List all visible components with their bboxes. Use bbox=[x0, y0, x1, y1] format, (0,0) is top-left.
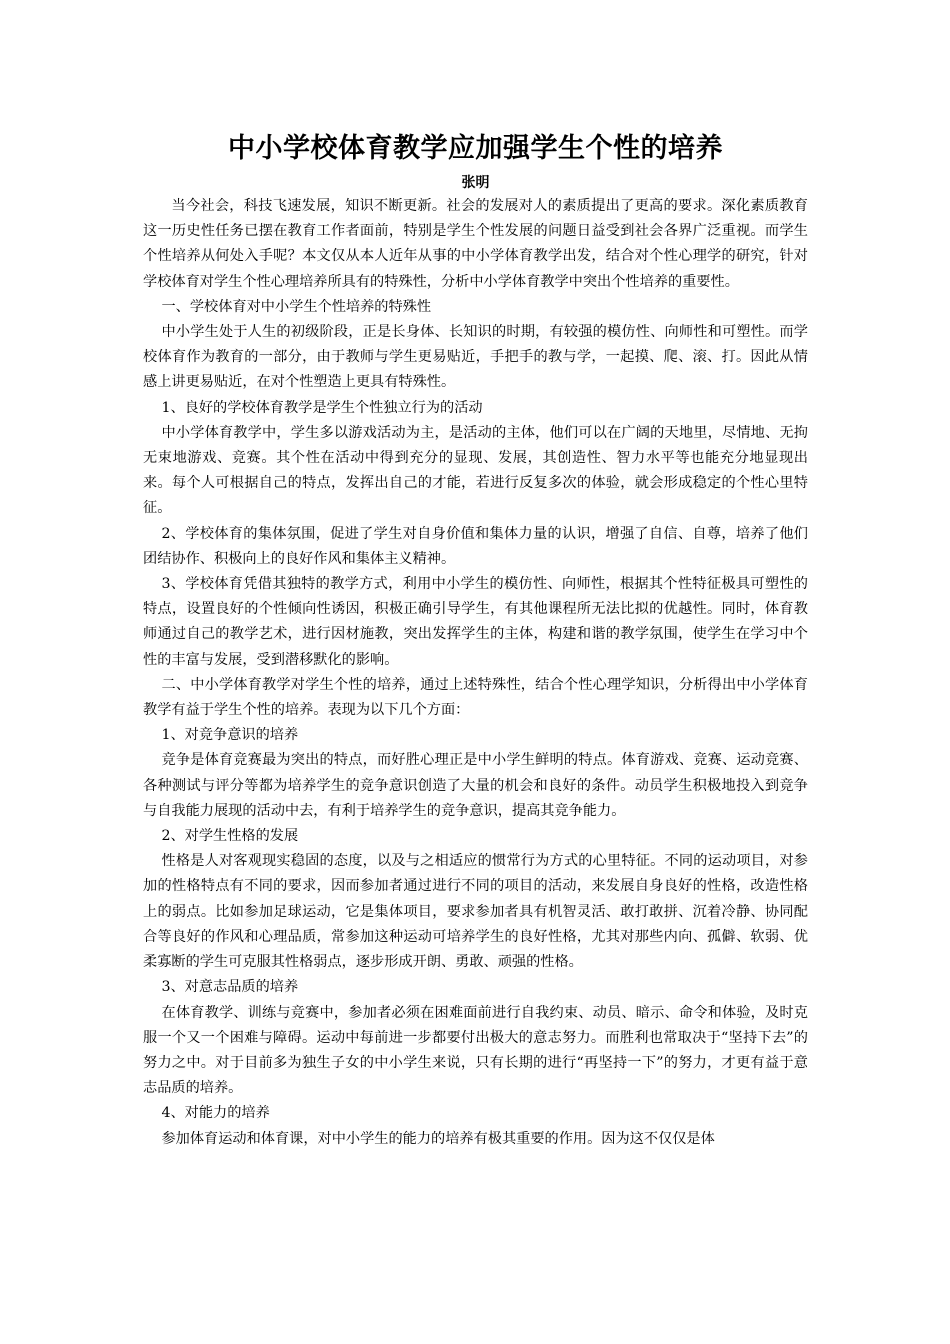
body-paragraph: 中小学体育教学中，学生多以游戏活动为主，是活动的主体，他们可以在广阔的天地里，尽情地、无拘无束地游戏、竞赛。其个性在活动中得到充分的显现、发展，其创造性、智力水平等也能充分地显现出来。每个人可根据自己的特点，发挥出自己的才能，若进行反复多次的体验，就会形成稳定的个性心里特征。 bbox=[143, 424, 808, 517]
section-heading: 1、良好的学校体育教学是学生个性独立行为的活动 bbox=[161, 399, 483, 416]
document-body bbox=[143, 194, 808, 1152]
body-paragraph: 3、学校体育凭借其独特的教学方式，利用中小学生的模仿性、向师性，根据其个性特征极具可塑性的特点，设置良好的个性倾向性诱因，积极正确引导学生，有其他课程所无法比拟的优越性。同时，体育教师通过自己的教学艺术，进行因材施教，突出发挥学生的主体，构建和谐的教学氛围，使学生在学习中个性的丰富与发展，受到潜移默化的影响。 bbox=[143, 576, 808, 668]
section-heading: 一、学校体育对中小学生个性培养的特殊性 bbox=[161, 298, 432, 315]
body-paragraph: 2、学校体育的集体氛围，促进了学生对自身价值和集体力量的认识，增强了自信、自尊，培养了他们团结协作、积极向上的良好作风和集体主义精神。 bbox=[143, 525, 808, 567]
document-page bbox=[143, 128, 808, 1152]
document-title: 中小学校体育教学应加强学生个性的培养 bbox=[228, 133, 723, 164]
body-paragraph: 竞争是体育竞赛最为突出的特点，而好胜心理正是中小学生鲜明的特点。体育游戏、竞赛、运动竞赛、各种测试与评分等都为培养学生的竞争意识创造了大量的机会和良好的条件。动员学生积极地投入到竞争与自我能力展现的活动中去，有利于培养学生的竞争意识，提高其竞争能力。 bbox=[143, 752, 808, 819]
body-paragraph: 在体育教学、训练与竞赛中，参加者必须在困难面前进行自我约束、动员、暗示、命令和体验，及时克服一个又一个困难与障碍。运动中每前进一步都要付出极大的意志努力。而胜利也常取决于“坚持下去”的努力之中。对于目前多为独生子女的中小学生来说，只有长期的进行“再坚持一下”的努力，才更有益于意志品质的培养。 bbox=[143, 1004, 808, 1097]
body-paragraph: 二、中小学体育教学对学生个性的培养，通过上述特殊性，结合个性心理学知识，分析得出中小学体育教学有益于学生个性的培养。表现为以下几个方面： bbox=[143, 676, 808, 719]
body-paragraph: 中小学生处于人生的初级阶段，正是长身体、长知识的时期，有较强的模仿性、向师性和可塑性。而学校体育作为教育的一部分，由于教师与学生更易贴近，手把手的教与学，一起摸、爬、滚、打。因此从情感上讲更易贴近，在对个性塑造上更具有特殊性。 bbox=[143, 324, 808, 391]
section-heading: 4、对能力的培养 bbox=[161, 1105, 270, 1122]
section-heading: 2、对学生性格的发展 bbox=[161, 828, 299, 845]
section-heading: 1、对竞争意识的培养 bbox=[161, 727, 299, 744]
document-author: 张明 bbox=[461, 175, 490, 191]
body-paragraph: 性格是人对客观现实稳固的态度，以及与之相适应的惯常行为方式的心里特征。不同的运动项目，对参加的性格特点有不同的要求，因而参加者通过进行不同的项目的活动，来发展自身良好的性格，改造性格上的弱点。比如参加足球运动，它是集体项目，要求参加者具有机智灵活、敢打敢拼、沉着冷静、协同配合等良好的作风和心理品质，常参加这种运动可培养学生的良好性格，尤其对那些内向、孤僻、软弱、优柔寡断的学生可克服其性格弱点，逐步形成开朗、勇敢、顽强的性格。 bbox=[143, 853, 808, 971]
body-paragraph: 当今社会，科技飞速发展，知识不断更新。社会的发展对人的素质提出了更高的要求。深化素质教育这一历史性任务已摆在教育工作者面前，特别是学生个性发展的问题日益受到社会各界广泛重视。而学生个性培养从何处入手呢？本文仅从本人近年从事的中小学体育教学出发，结合对个性心理学的研究，针对学校体育对学生个性心理培养所具有的特殊性，分析中小学体育教学中突出个性培养的重要性。 bbox=[143, 198, 808, 290]
body-paragraph: 参加体育运动和体育课，对中小学生的能力的培养有极其重要的作用。因为这不仅仅是体 bbox=[161, 1130, 715, 1147]
section-heading: 3、对意志品质的培养 bbox=[161, 979, 299, 996]
